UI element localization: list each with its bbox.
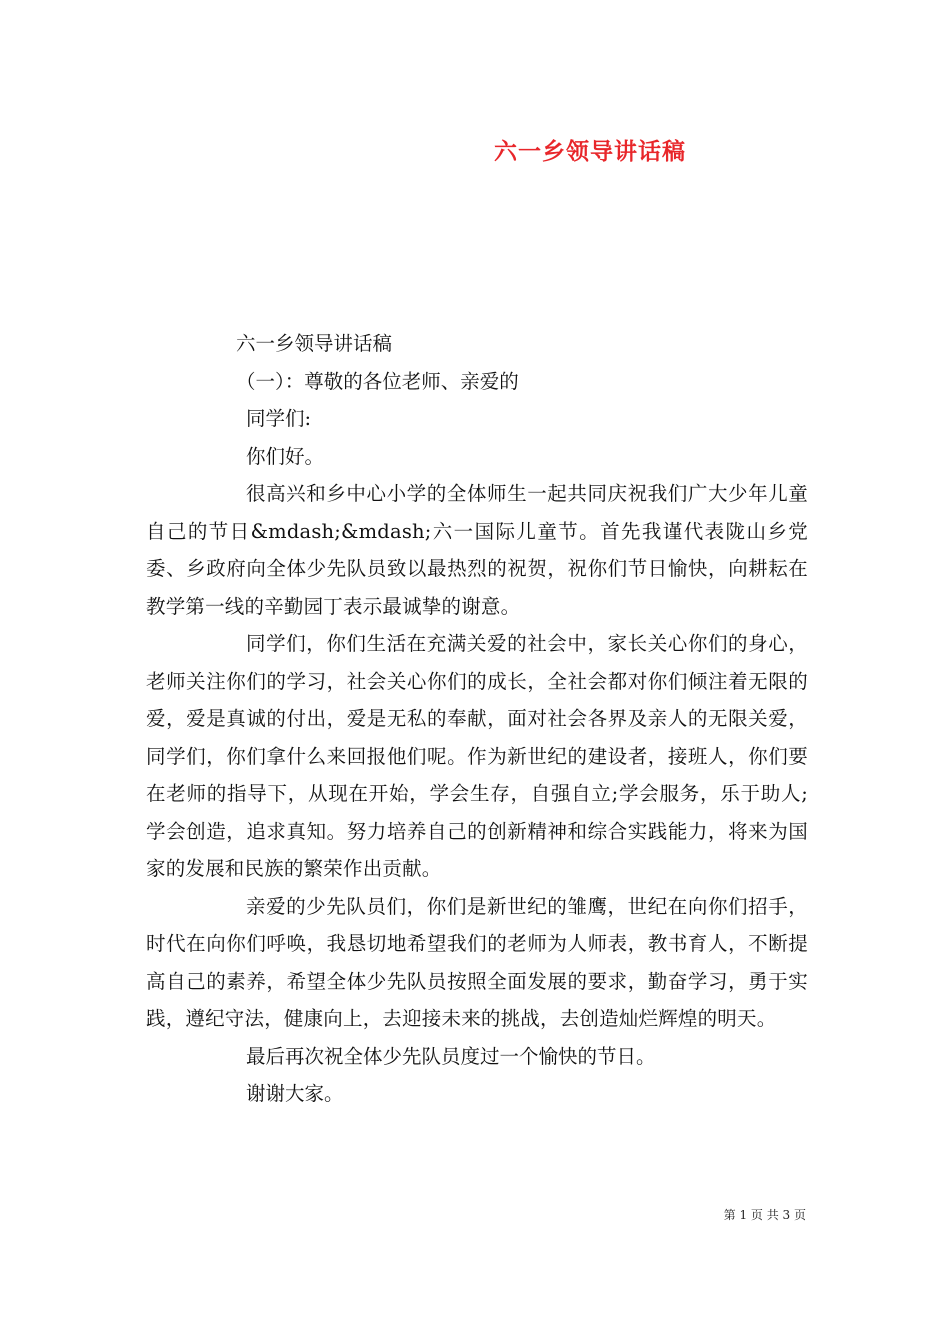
closing-line: 最后再次祝全体少先队员度过一个愉快的节日。 (246, 1044, 656, 1068)
thanks-line: 谢谢大家。 (246, 1082, 344, 1105)
document-title: 六一乡领导讲话稿 (494, 138, 686, 165)
greeting: 你们好。 (246, 444, 325, 468)
section-heading: （一）：尊敬的各位老师、亲爱的 (236, 369, 519, 393)
paragraph-care: 同学们，你们生活在充满关爱的社会中，家长关心你们的身心，老师关注你们的学习，社会关心你们的成长，全社会都对你们倾注着无限的爱，爱是真诚的付出，爱是无私的奉献，面对社会各界及亲人的无限关爱，同学们，你们拿什么来回报他们呢。作为新世纪的建设者，接班人，你们要在老师的指导下，从现在开始，学会生存，自强自立;学会服务，乐于助人;学会创造，追求真知。努力培养自己的创新精神和综合实践能力，将来为国家的发展和民族的繁荣作出贡献。 (146, 632, 808, 880)
document-body (146, 325, 808, 1113)
document-subtitle: 六一乡领导讲话稿 (236, 332, 393, 355)
paragraph-hope: 亲爱的少先队员们，你们是新世纪的雏鹰，世纪在向你们招手，时代在向你们呼唤，我恳切地希望我们的老师为人师表，教书育人，不断提高自己的素养，希望全体少先队员按照全面发展的要求，勤奋学习，勇于实践，遵纪守法，健康向上，去迎接未来的挑战，去创造灿烂辉煌的明天。 (146, 894, 808, 1030)
salutation: 同学们: (246, 407, 312, 430)
paragraph-celebration: 很高兴和乡中心小学的全体师生一起共同庆祝我们广大少年儿童自己的节日&mdash;&mdash;六一国际儿童节。首先我谨代表陇山乡党委、乡政府向全体少先队员致以最热烈的祝贺，祝你们节日愉快，向耕耘在教学第一线的辛勤园丁表示最诚挚的谢意。 (146, 482, 808, 618)
page-footer: 第 1 页 共 3 页 (723, 1208, 806, 1222)
